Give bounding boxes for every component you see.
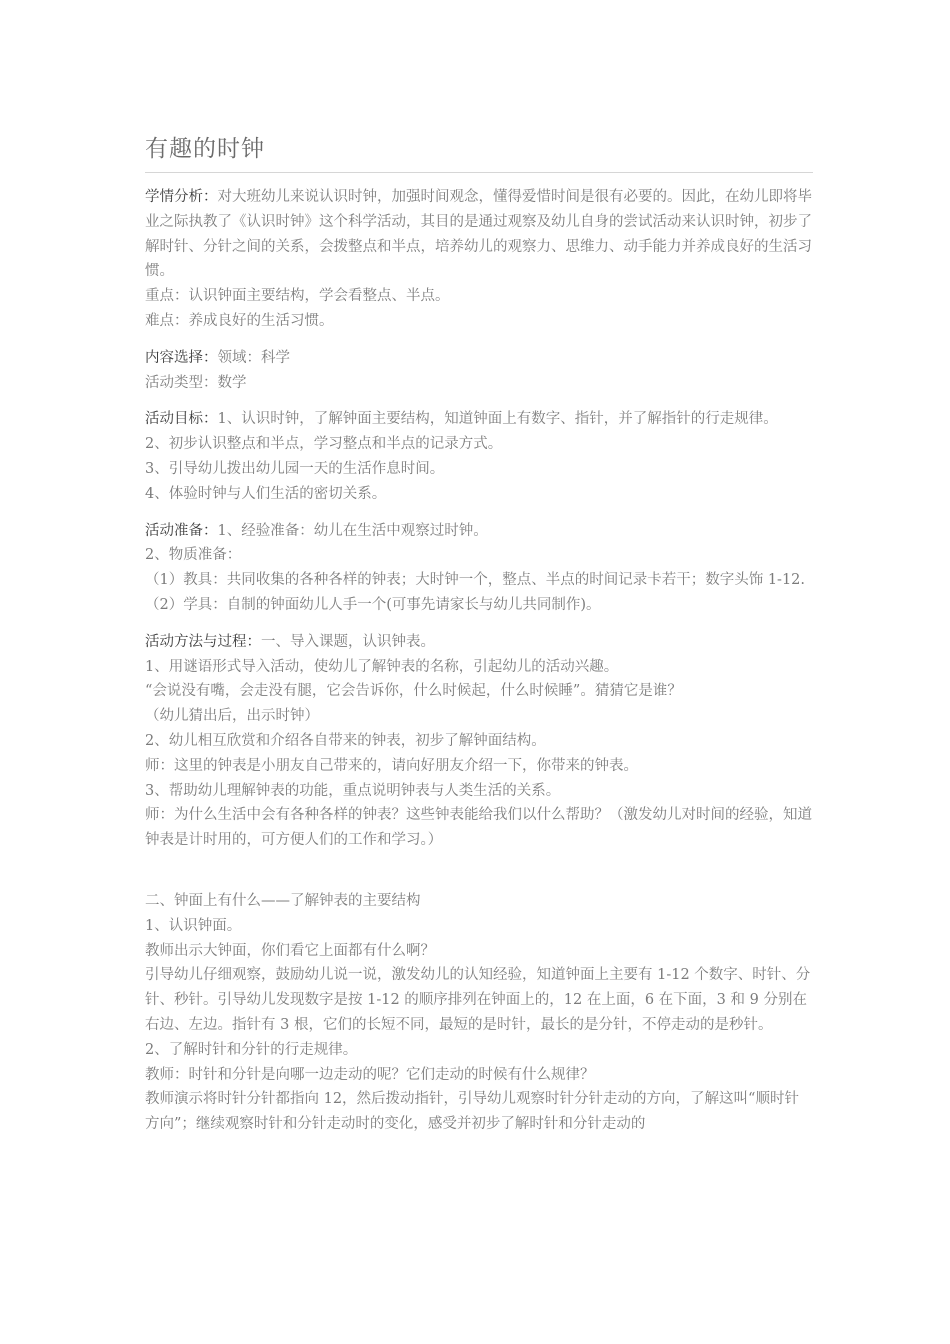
paragraph-text: 1、经验准备：幼儿在生活中观察过时钟。 [217,522,488,539]
paragraph: 3、帮助幼儿理解钟表的功能，重点说明钟表与人类生活的关系。 [145,782,561,799]
paragraph: （2）学具：自制的钟面幼儿人手一个(可事先请家长与幼儿共同制作)。 [145,596,601,613]
paragraph: 4、体验时钟与人们生活的密切关系。 [145,485,387,502]
paragraph: 1、认识钟面。 [145,917,242,934]
subsection-heading: 二、钟面上有什么——了解钟表的主要结构 [145,892,421,909]
paragraph-text: 1、认识时钟，了解钟面主要结构，知道钟面上有数字、指针，并了解指针的行走规律。 [217,411,778,428]
paragraph-text: 对大班幼儿来说认识时钟，加强时间观念，懂得爱惜时间是很有必要的。因此，在幼儿即将毕业之际执教了《认识时钟》这个科学活动，其目的是通过观察及幼儿自身的尝试活动来认识时钟，初步了解时针、分针之间的关系，会拨整点和半点，培养幼儿的观察力、思维力、动手能力并养成良好的生活习惯。 [145,189,812,280]
document-title: 有趣的时钟 [145,132,813,173]
paragraph: （幼儿猜出后，出示时钟） [145,708,319,725]
paragraph: 2、物质准备： [145,547,242,564]
paragraph: 教师：时针和分针是向哪一边走动的呢？它们走动的时候有什么规律？ [145,1066,595,1083]
paragraph [145,407,813,432]
paragraph: 师：为什么生活中会有各种各样的钟表？这些钟表能给我们以什么帮助？（激发幼儿对时间的经验，知道钟表是计时用的，可方便人们的工作和学习。） [145,807,812,849]
section-process [145,630,813,853]
paragraph: 2、初步认识整点和半点，学习整点和半点的记录方式。 [145,436,503,453]
paragraph: 2、了解时针和分针的行走规律。 [145,1041,358,1058]
section-content [145,346,813,396]
paragraph: 2、幼儿相互欣赏和介绍各自带来的钟表，初步了解钟面结构。 [145,732,546,749]
paragraph: 1、用谜语形式导入活动，使幼儿了解钟表的名称，引起幼儿的活动兴趣。 [145,658,619,675]
difficult-point: 难点：养成良好的生活习惯。 [145,312,334,329]
key-point: 重点：认识钟面主要结构，学会看整点、半点。 [145,288,450,305]
spacer [145,865,813,889]
section-goals [145,407,813,506]
paragraph [145,185,813,284]
paragraph: “会说没有嘴，会走没有腿，它会告诉你，什么时候起，什么时候睡”。猜猜它是谁？ [145,683,682,700]
paragraph: 教师演示将时针分针都指向 12，然后拨动指针，引导幼儿观察时针分针走动的方向，了解这叫“顺时针方向”；继续观察时针和分针走动时的变化，感受并初步了解时针和分针走动的 [145,1091,799,1133]
paragraph [145,630,813,655]
section-label: 活动方法与过程： [145,633,261,650]
section-part-two [145,889,813,1137]
paragraph: 教师出示大钟面，你们看它上面都有什么啊？ [145,942,435,959]
section-preparation [145,519,813,618]
paragraph: 活动类型：数学 [145,374,247,391]
section-label: 内容选择： [145,349,218,366]
paragraph-text: 一、导入课题，认识钟表。 [261,633,435,650]
paragraph-text: 领域：科学 [217,349,290,366]
paragraph: 引导幼儿仔细观察，鼓励幼儿说一说，激发幼儿的认知经验，知道钟面上主要有 1-12 个数字、时针、分针、秒针。引导幼儿发现数字是按 1-12 的顺序排列在钟面上的，12 在上面，6 在下面，3 和 9 分别在右边、左边。指针有 3 根，它们的长短不同，最短的是时针，最长的是分针，不停走动的是秒针。 [145,967,811,1033]
paragraph: （1）教具：共同收集的各种各样的钟表；大时钟一个，整点、半点的时间记录卡若干；数字头饰 1-12. [145,572,806,589]
section-analysis [145,185,813,334]
paragraph [145,519,813,544]
paragraph: 师：这里的钟表是小朋友自己带来的，请向好朋友介绍一下，你带来的钟表。 [145,757,638,774]
section-label: 学情分析： [145,189,218,205]
paragraph [145,346,813,371]
section-label: 活动目标： [145,411,218,428]
paragraph: 3、引导幼儿拨出幼儿园一天的生活作息时间。 [145,460,445,477]
document-page [145,132,813,1149]
section-label: 活动准备： [145,522,218,539]
